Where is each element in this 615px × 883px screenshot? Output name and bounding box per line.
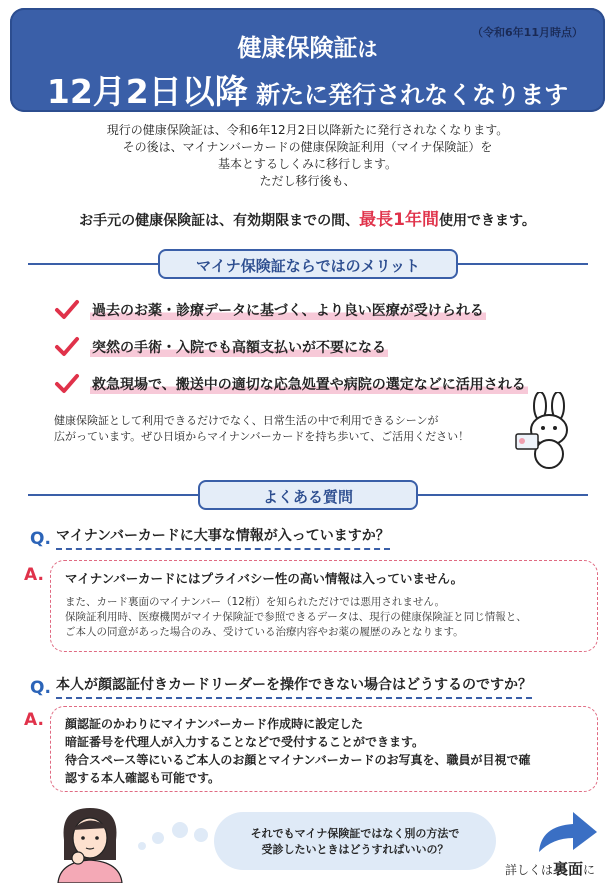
a-mark: A. [24,565,44,585]
check-icon [54,297,80,323]
answer-line: 認する本人確認も可能です。 [65,771,221,785]
answer-line: ご本人の同意があった場合のみ、受けている治療内容やお薬の履歴のみとなります。 [65,626,464,638]
check-icon [54,371,80,397]
merit-note [54,413,514,445]
merit-item [54,296,486,324]
emphasis-red: 最長1年間 [359,210,439,230]
more-suffix: に [583,863,596,877]
faq-section-title: よくある質問 [198,480,418,510]
see-back-note [505,858,595,879]
a-mark: A. [24,710,44,730]
emphasis-prefix: お手元の健康保険証は、有効期限までの間、 [79,213,360,229]
emphasis-suffix: 使用できます。 [438,213,536,229]
intro-line: 現行の健康保険証は、令和6年12月2日以降新たに発行されなくなります。 [106,123,509,137]
faq-answer-1 [50,560,598,652]
title-banner [10,8,605,112]
thought-dot [172,822,188,838]
faq-answer-2 [50,706,598,792]
thinking-woman-icon [50,800,130,883]
answer-line: 待合スペース等にいるご本人のお顔とマイナンバーカードのお写真を、職員が目視で確 [65,753,531,767]
thought-dot [194,828,208,842]
emphasis-line [0,205,615,230]
question-bubble [214,812,496,870]
more-prefix: 詳しくは [505,863,554,877]
merit-text: 過去のお薬・診療データに基づく、より良い医療が受けられる [90,300,486,320]
q-text: 本人が顔認証付きカードリーダーを操作できない場合はどうするのですか？ [56,674,532,699]
banner-title-main: 健康保険証 [237,34,358,62]
intro-text [0,122,615,190]
more-big: 裏面 [553,860,584,878]
thought-dot [138,842,146,850]
q-mark: Q. [30,529,51,549]
turn-arrow-icon [535,808,599,854]
faq-question-1 [30,525,590,551]
banner-title-line1 [10,28,605,63]
answer-line: 暗証番号を代理人が入力することなどで受付することができます。 [65,735,425,749]
merit-item [54,370,528,398]
banner-date-main: 12月2日以降 [46,72,248,111]
intro-line: 基本とするしくみに移行します。 [217,157,398,171]
merit-note-line: 広がっています。ぜひ日頃からマイナンバーカードを持ち歩いて、ご活用ください！ [54,430,470,443]
q-text: マイナンバーカードに大事な情報が入っていますか？ [56,525,390,550]
rabbit-mascot-icon [510,392,590,472]
answer-line: 顔認証のかわりにマイナンバーカード作成時に設定した [65,717,364,731]
merit-item [54,333,388,361]
check-icon [54,334,80,360]
banner-title-suffix: は [357,37,378,61]
banner-date-suffix: 新たに発行されなくなります [247,81,569,109]
answer-line: 保険証利用時、医療機関がマイナ保険証で参照できるデータは、現行の健康保険証と同じ情報と、 [65,611,527,623]
bubble-text [214,826,496,858]
faq-question-2 [30,674,590,700]
merit-note-line: 健康保険証として利用できるだけでなく、日常生活の中で利用できるシーンが [54,414,439,427]
merit-text: 突然の手術・入院でも高額支払いが不要になる [90,337,388,357]
bubble-line: それでもマイナ保険証ではなく別の方法で [250,827,460,840]
intro-line: その後は、マイナンバーカードの健康保険証利用（マイナ保険証）を [122,140,493,154]
banner-title-line2 [10,66,605,113]
merit-text: 救急現場で、搬送中の適切な応急処置や病院の選定などに活用される [90,374,528,394]
intro-line: ただし移行後も、 [259,174,356,188]
thought-dot [152,832,164,844]
bubble-line: 受診したいときはどうすればいいの？ [261,843,449,856]
date-note: （令和6年11月時点） [472,26,583,39]
answer-line: また、カード裏面のマイナンバー（12桁）を知られただけでは悪用されません。 [65,596,446,608]
merit-section-title: マイナ保険証ならではのメリット [158,249,458,279]
answer-head: マイナンバーカードにはプライバシー性の高い情報は入っていません。 [65,571,464,586]
q-mark: Q. [30,678,51,698]
answer-body [65,595,583,640]
